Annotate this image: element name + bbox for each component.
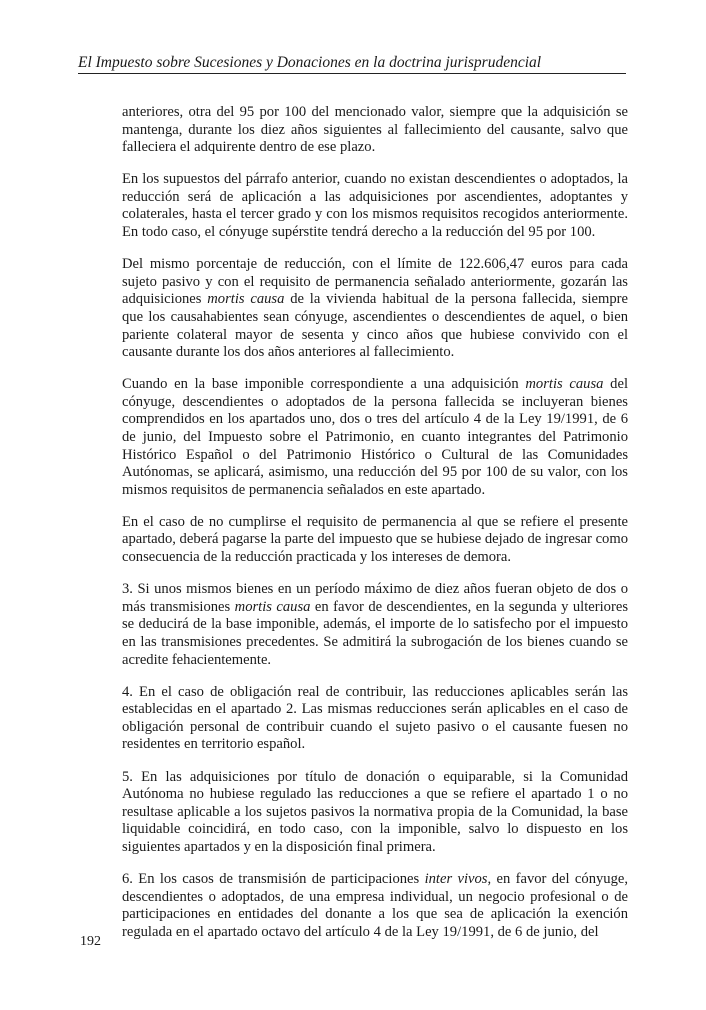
text-segment: en favor de descendientes, en la segunda y ulteriores se deducirá de la base imponible, además, el importe de lo satisfecho por el impuesto en las transmisiones precedentes. Se admitirá la subrogación de los bienes cuando se acredite fehacientemente. (122, 598, 628, 668)
text-segment: 4. En el caso de obligación real de contribuir, las reducciones aplicables serán las establecidas en el apartado 2. Las mismas reducciones serán aplicables en el caso de obligación personal de contribuir cuando el sujeto pasivo o el causante fuesen no residentes en territorio español. (122, 683, 628, 753)
text-segment: anteriores, otra del 95 por 100 del mencionado valor, siempre que la adquisición se mantenga, durante los diez años siguientes al fallecimiento del causante, salvo que falleciera el adquirente dentro de ese plazo. (122, 104, 628, 156)
text-segment: 5. En las adquisiciones por título de donación o equiparable, si la Comunidad Autónoma no hubiese regulado las reducciones a que se refiere el apartado 1 o no resultase aplicable a los sujetos pasivos la normativa propia de la Comunidad, la base liquidable coincidirá, en todo caso, con la imponible, salvo lo dispuesto en los siguientes apartados y en la disposición final primera. (122, 768, 628, 855)
text-segment: , en favor del cónyuge, descendientes o adoptados, de una empresa individual, un negocio profesional o de participaciones en entidades del donante a los que sea de aplicación la exención regulada en el apartado octavo del artículo 4 de la Ley 19/1991, de 6 de junio, del (122, 870, 629, 940)
text-segment: Cuando en la base imponible correspondiente a una adquisición (122, 376, 526, 393)
text-segment: Del mismo porcentaje de reducción, con el límite de 122.606,47 euros para cada sujeto pasivo y con el requisito de permanencia señalado anteriormente, gozarán las adquisiciones (122, 256, 628, 308)
paragraph (122, 514, 628, 567)
header-rule (78, 73, 626, 74)
running-header: El Impuesto sobre Sucesiones y Donaciones en la doctrina jurisprudencial (78, 54, 542, 71)
italic-term: inter vivos (424, 870, 488, 887)
italic-term: mortis causa (207, 291, 285, 308)
body-text (122, 104, 628, 956)
text-segment: En los supuestos del párrafo anterior, cuando no existan descendientes o adoptados, la reducción será de aplicación a las adquisiciones por ascendientes, adoptantes y colaterales, hasta el tercer grado y con los mismos requisitos recogidos anteriormente. En todo caso, el cónyuge supérstite tendrá derecho a la reducción del 95 por 100. (122, 171, 628, 241)
paragraph (122, 376, 628, 499)
text-segment: En el caso de no cumplirse el requisito de permanencia al que se refiere el presente apartado, deberá pagarse la parte del impuesto que se hubiese dejado de ingresar como consecuencia de la reducción practicada y los intereses de demora. (122, 513, 628, 566)
paragraph (122, 769, 628, 857)
paragraph (122, 871, 628, 941)
paragraph (122, 684, 628, 754)
text-segment: 6. En los casos de transmisión de participaciones (122, 870, 425, 887)
text-segment: 3. Si unos mismos bienes en un período máximo de diez años fueran objeto de dos o más transmisiones (122, 581, 628, 615)
paragraph (122, 256, 628, 362)
paragraph (122, 171, 628, 241)
italic-term: mortis causa (234, 598, 311, 615)
text-segment: de la vivienda habitual de la persona fallecida, siempre que los causahabientes sean cónyuge, ascendientes o descendientes de aquel, o bien pariente colateral mayor de sesenta y cinco años que hubiese convivido con el causante durante los dos años anteriores al fallecimiento. (122, 291, 629, 361)
italic-term: mortis causa (525, 376, 604, 393)
page-number: 192 (80, 934, 101, 949)
paragraph (122, 581, 628, 669)
text-segment: del cónyuge, descendientes o adoptados de la persona fallecida se incluyeran bienes comprendidos en los apartados uno, dos o tres del artículo 4 de la Ley 19/1991, de 6 de junio, del Impuesto sobre el Patrimonio, en cuanto integrantes del Patrimonio Histórico Español o del Patrimonio Histórico o Cultural de las Comunidades Autónomas, se aplicará, asimismo, una reducción del 95 por 100 de su valor, con los mismos requisitos de permanencia señalados en este apartado. (122, 376, 629, 498)
paragraph (122, 104, 628, 157)
